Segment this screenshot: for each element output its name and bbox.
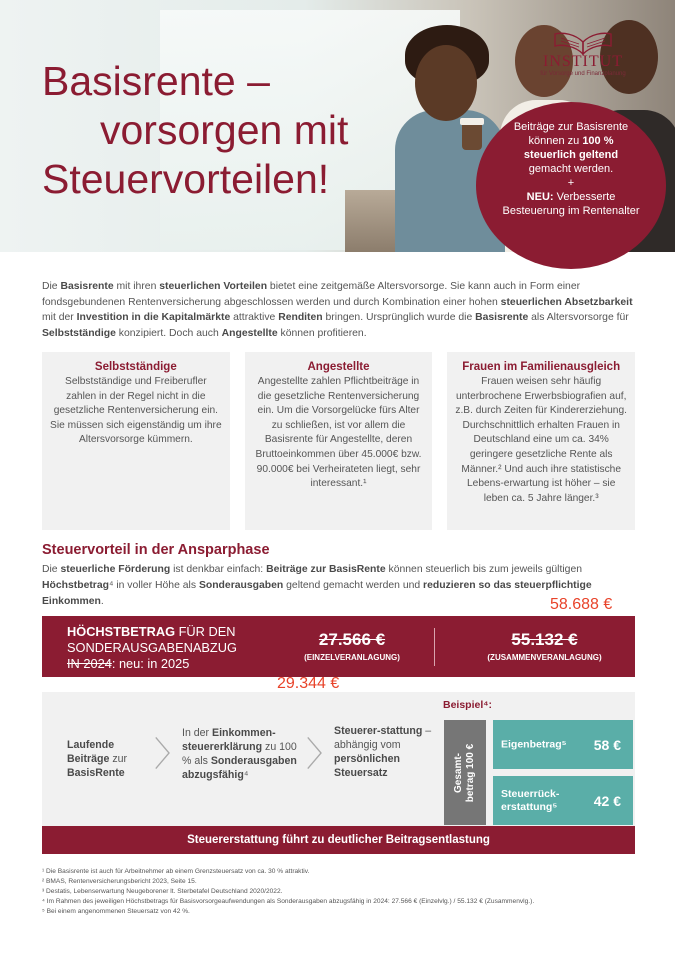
step-steuererklaerung: In der Einkommen-steuererklärung zu 100 % als Sonderausgaben abzugsfähig⁴ [182, 727, 297, 781]
card-angestellte [245, 352, 433, 530]
card-title: Selbstständige [94, 361, 177, 373]
card-text: Frauen weisen sehr häufig unterbrochene Erwerbsbiografien auf, z.B. durch Zeiten für Kindererziehung. Durchschnittlich erhalten Frauen in Deutschland eine um ca. 34% geringere gesetzliche Rente als Männer.² Und auch ihre statistische Lebens-erwartung ist höher – sie leben ca. 5 Jahre länger.³ [455, 376, 627, 504]
badge-plus: + [567, 177, 575, 189]
coffee-cup-icon [462, 122, 482, 150]
single-assessment [282, 630, 422, 664]
single-label: (EINZELVERANLAGUNG) [304, 653, 400, 662]
footnote: ² BMAS, Rentenversicherungsbericht 2023, Seite 15. [42, 878, 197, 885]
card-title: Angestellte [307, 361, 370, 373]
institut-logo [528, 30, 638, 78]
tax-refund-box [493, 776, 633, 825]
card-frauen [447, 352, 635, 530]
page-title [42, 57, 402, 204]
own-contribution-label: Eigenbetrag⁵ [501, 738, 567, 750]
total-amount-label: Gesamt- betrag 100 € [453, 743, 476, 802]
own-contribution-box [493, 720, 633, 769]
promo-badge [476, 102, 666, 269]
person-1-head [415, 45, 477, 121]
title-line-3: Steuervorteilen! [42, 156, 330, 202]
hoechstbetrag-bar [42, 616, 635, 677]
hoechstbetrag-label: HÖCHSTBETRAG FÜR DEN SONDERAUSGABENABZUG IN 2024: neu: in 2025 [67, 624, 237, 671]
steuervorteil-paragraph: Die steuerliche Förderung ist denkbar einfach: Beiträge zur BasisRente können steuerlich bis zum jeweils gültigen Höchstbetrag⁴ in voller Höhe als Sonderausgaben geltend gemacht werden und reduzieren so das steuerpflichtige Einkommen. [42, 564, 592, 607]
example-label: Beispiel⁴: [443, 699, 492, 711]
footnote: ³ Destatis, Lebenserwartung Neugeborener lt. Sterbetafel Deutschland 2020/2022. [42, 888, 283, 895]
step-beitraege: Laufende Beiträge zur BasisRente [67, 739, 128, 779]
badge-neu: NEU: [526, 191, 554, 203]
footnotes [42, 867, 642, 917]
coffee-cup-lid [460, 118, 484, 125]
title-line-1: Basisrente – [42, 58, 270, 104]
badge-text-1: Beiträge zur Basisrente können zu [513, 121, 629, 147]
section-heading-steuervorteil: Steuervorteil in der Ansparphase [42, 542, 270, 558]
card-title: Frauen im Familienausgleich [462, 361, 621, 373]
footnote: ¹ Die Basisrente ist auch für Arbeitnehmer ab einem Grenzsteuersatz von ca. 30 % attraktiv. [42, 868, 310, 875]
step-erstattung: Steuerer-stattung – abhängig vom persönlichen Steuersatz [334, 725, 432, 779]
logo-name: INSTITUT [543, 53, 623, 70]
annotation-joint-2025: 58.688 € [550, 596, 613, 613]
tax-refund-label: Steuerrück- erstattung⁵ [501, 787, 560, 813]
chevron-right-icon: 〉 [306, 735, 340, 775]
title-line-2: vorsorgen mit [100, 107, 349, 153]
joint-amount: 55.132 € [511, 630, 578, 649]
joint-label: (ZUSAMMENVERANLAGUNG) [487, 653, 602, 662]
total-amount-box [444, 720, 486, 825]
card-text: Selbstständige und Freiberufler zahlen in der Regel nicht in die gesetzliche Rentenversicherung ein. Sie müssen sich eigenständig um ihre Altersvorsorge kümmern. [50, 376, 222, 446]
card-selbststaendige [42, 352, 230, 530]
tax-refund-value: 42 € [593, 792, 621, 809]
badge-text-2: gemacht werden. [528, 163, 614, 175]
divider [434, 628, 435, 666]
own-contribution-value: 58 € [593, 736, 621, 753]
joint-assessment [472, 630, 617, 664]
footnote: ⁵ Bei einem angenommenen Steuersatz von 42 %. [42, 908, 190, 915]
intro-paragraph: Die Basisrente mit ihren steuerlichen Vorteilen bietet eine zeitgemäße Altersvorsorge. Sie kann auch in Form einer fondsgebundenen Rentenversicherung abgeschlossen werden und durch Kombination einer hohen steuerlichen Absetzbarkeit mit der Investition in die Kapitalmärkte attraktive Renditen bringen. Ursprünglich wurde die Basisrente als Altersvorsorge für Selbstständige konzipiert. Doch auch Angestellte können profitieren. [42, 281, 633, 339]
annotation-single-2025: 29.344 € [277, 675, 340, 692]
card-text: Angestellte zahlen Pflichtbeiträge in die gesetzliche Rentenversicherung ein. Um die Vorsorgelücke fürs Alter zu schließen, ist vor allem die Basisrente für Angestellte, deren Bruttoeinkommen über 45.000€ bzw. 90.000€ bei Verheirateten liegt, sehr interessant.¹ [255, 376, 422, 490]
target-groups [42, 352, 635, 530]
chevron-right-icon: 〉 [154, 735, 188, 775]
badge-text-bold: 100 % steuerlich geltend [523, 135, 619, 161]
summary-bar: Steuererstattung führt zu deutlicher Beitragsentlastung [42, 826, 635, 854]
badge-text-3: Verbesserte Besteuerung im Rentenalter [502, 191, 640, 217]
single-amount: 27.566 € [318, 630, 386, 649]
logo-subtitle: für Vorsorge und Finanzplanung [540, 71, 626, 77]
footnote: ⁴ Im Rahmen des jeweiligen Höchstbetrags für Basisvorsorgeaufwendungen als Sonderausgaben abzugsfähig in 2024: 27.566 € (Einzelvlg.) / 55.132 € (Zusammenvlg.). [42, 898, 535, 905]
